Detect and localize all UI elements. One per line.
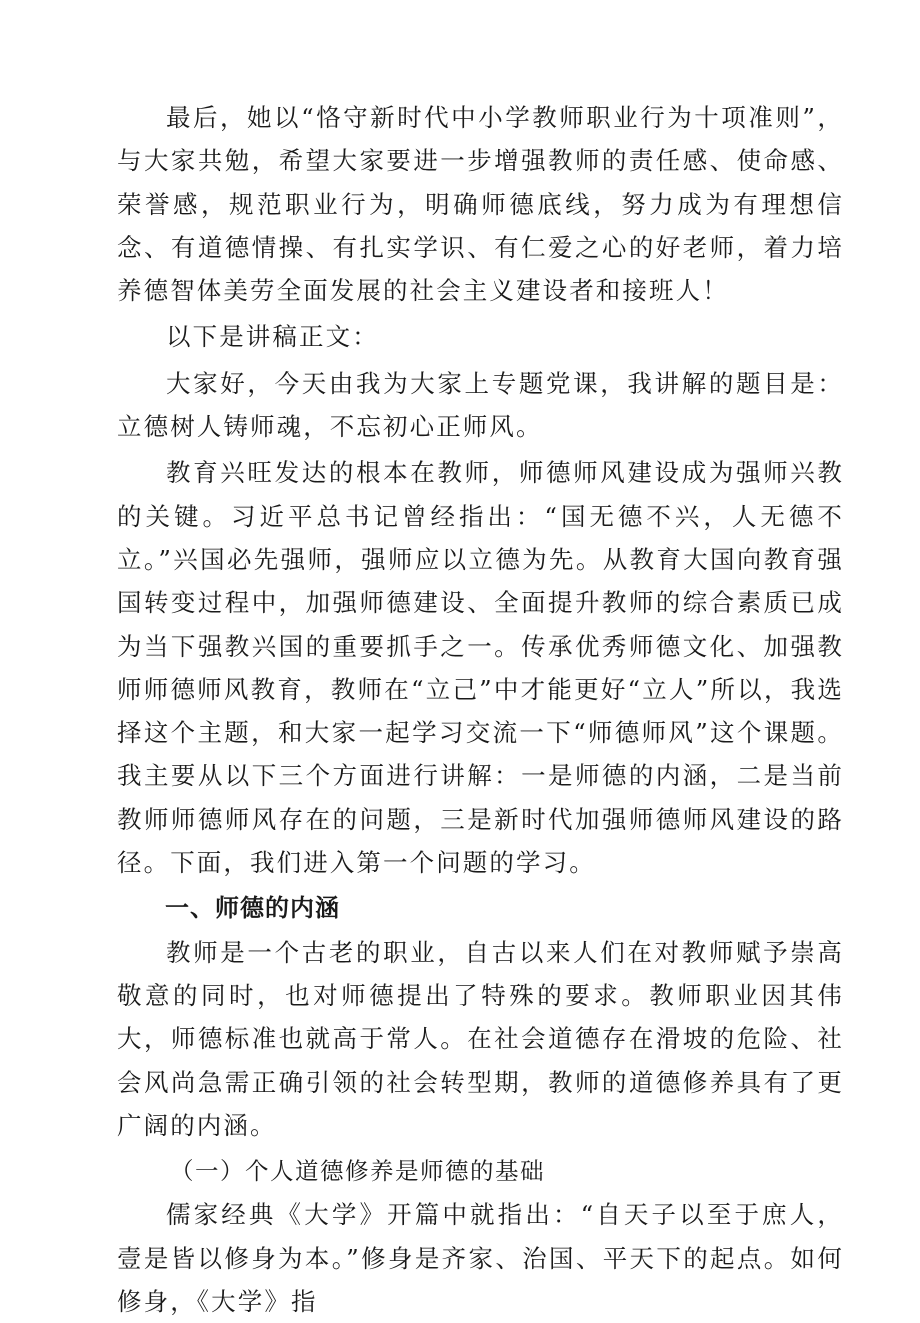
section-heading-1: 一、师德的内涵 bbox=[165, 894, 340, 923]
paragraph-greeting: 大家好，今天由我为大家上专题党课，我讲解的题目是：立德树人铸师魂，不忘初心正师风。 bbox=[117, 368, 844, 442]
paragraph-speech-intro: 以下是讲稿正文： bbox=[166, 322, 379, 352]
paragraph-closing-remarks: 最后，她以“恪守新时代中小学教师职业行为十项准则”，与大家共勉，希望大家要进一步增强教师的责任感、使命感、荣誉感，规范职业行为，明确师德底线，努力成为有理想信念、有道德情操、有扎实学识、有仁爱之心的好老师，着力培养德智体美劳全面发展的社会主义建设者和接班人！ bbox=[117, 103, 844, 306]
paragraph-teacher-profession: 教师是一个古老的职业，自古以来人们在对教师赋予崇高敬意的同时，也对师德提出了特殊的要求。教师职业因其伟大，师德标准也就高于常人。在社会道德存在滑坡的危险、社会风尚急需正确引领的社会转型期，教师的道德修养具有了更广阔的内涵。 bbox=[117, 937, 844, 1140]
paragraph-education-foundation: 教育兴旺发达的根本在教师，师德师风建设成为强师兴教的关键。习近平总书记曾经指出：“国无德不兴，人无德不立。”兴国必先强师，强师应以立德为先。从教育大国向教育强国转变过程中，加强师德建设、全面提升教师的综合素质已成为当下强教兴国的重要抓手之一。传承优秀师德文化、加强教师师德师风教育，教师在“立己”中才能更好“立人”所以，我选择这个主题，和大家一起学习交流一下“师德师风”这个课题。我主要从以下三个方面进行讲解：一是师德的内涵，二是当前教师师德师风存在的问题，三是新时代加强师德师风建设的路径。下面，我们进入第一个问题的学习。 bbox=[117, 458, 844, 878]
subsection-heading-1: （一）个人道德修养是师德的基础 bbox=[170, 1157, 545, 1186]
paragraph-confucian-classic: 儒家经典《大学》开篇中就指出：“自天子以至于庶人，壹是皆以修身为本。”修身是齐家、治国、平天下的起点。如何修身，《大学》指 bbox=[117, 1200, 844, 1317]
